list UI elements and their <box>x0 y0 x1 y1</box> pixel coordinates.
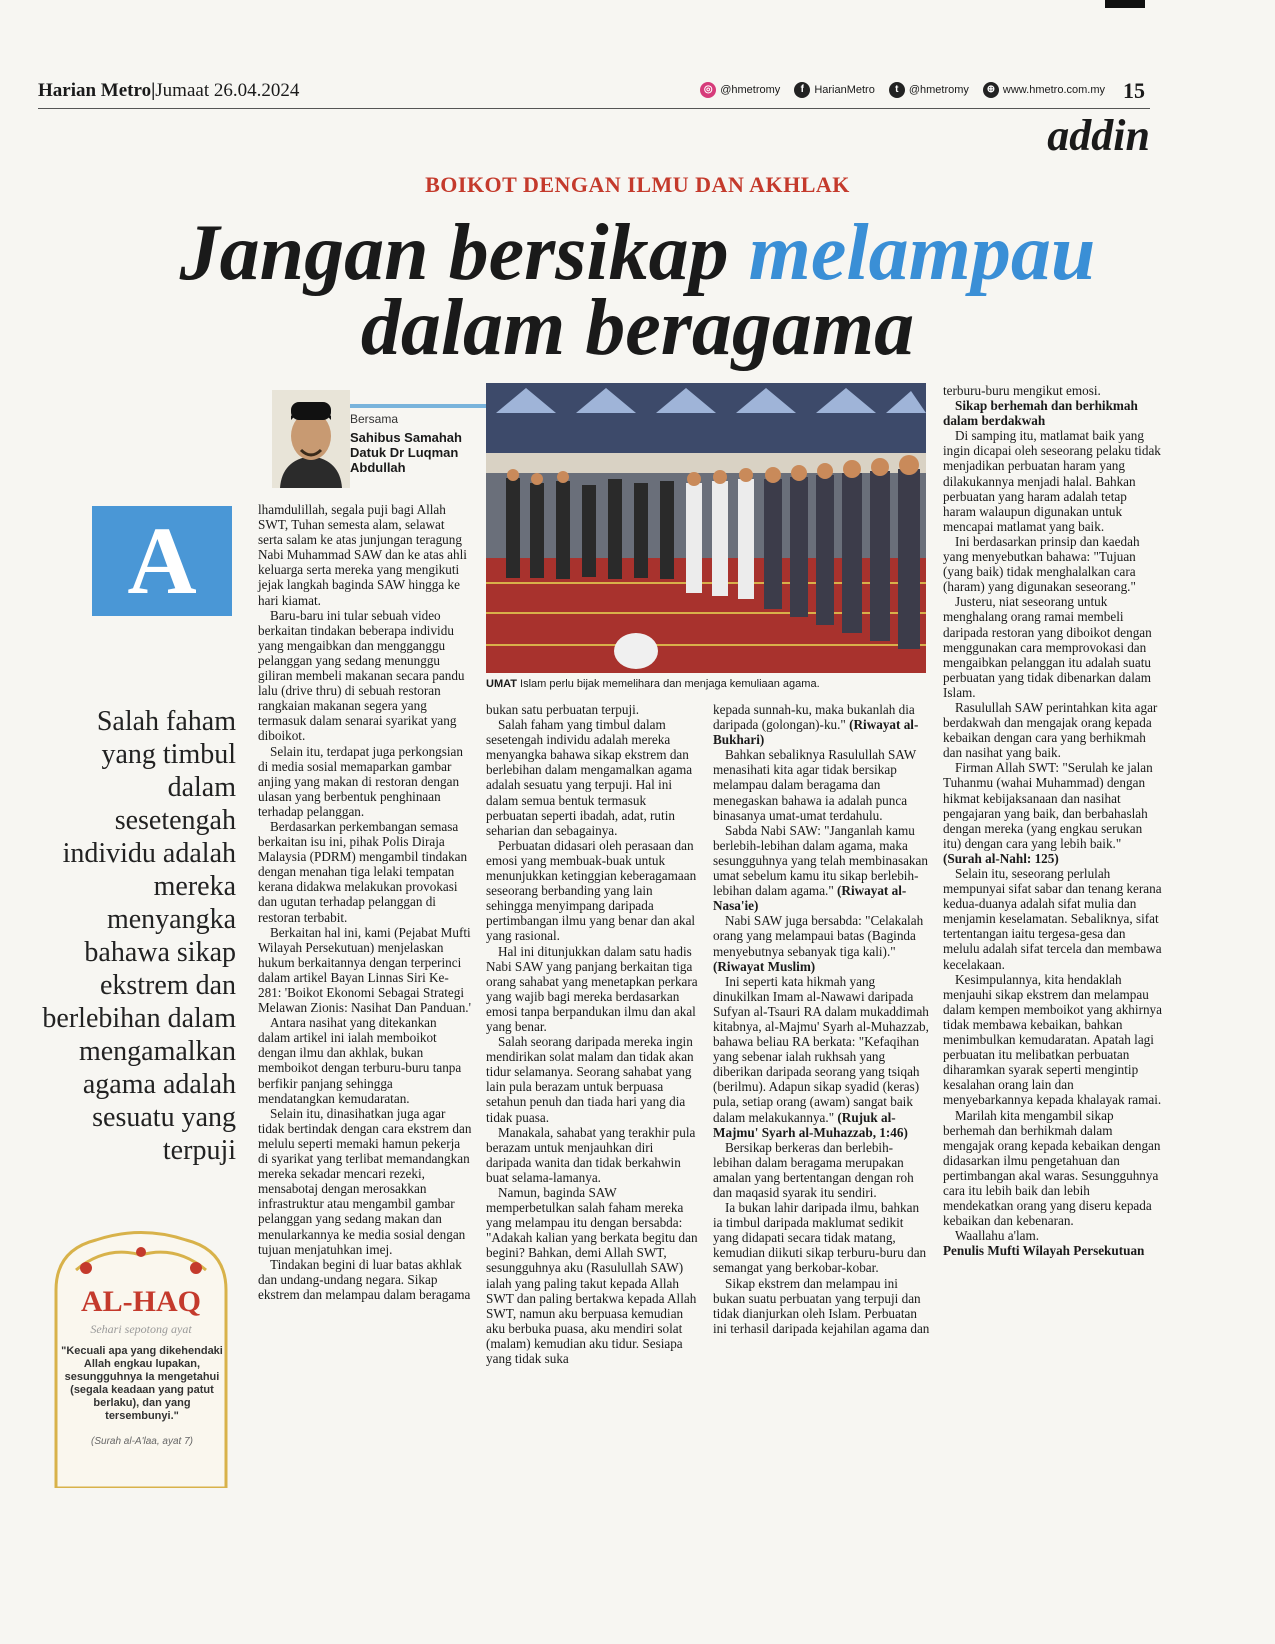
author-by: Bersama <box>350 412 399 426</box>
social-web[interactable] <box>983 82 1105 98</box>
facebook-icon: f <box>794 82 810 98</box>
author-name: Sahibus Samahah Datuk Dr Luqman Abdullah <box>350 430 462 475</box>
author-photo <box>272 390 350 488</box>
author-accent-line <box>350 404 490 408</box>
paragraph: Bahkan sebaliknya Rasulullah SAW menasihati kita agar tidak bersikap melampau dalam beragama dan menegaskan bahawa ia adalah punca binasanya umat-umat terdahulu. <box>713 747 916 823</box>
alhaq-subtitle: Sehari sepotong ayat <box>90 1322 192 1336</box>
social-handle: HarianMetro <box>814 84 875 96</box>
book-reference: (Rujuk al-Majmu' Syarh al-Muhazzab, 1:46) <box>713 1109 908 1140</box>
alhaq-title <box>46 1285 236 1319</box>
twitter-icon: t <box>889 82 905 98</box>
mosque-photo <box>486 383 926 673</box>
paragraph: Marilah kita mengambil sikap berhemah dan berhikmah dalam mengajak orang kepada kebaikan dengan didasarkan ilmu pengetahuan dan pertimbangan akal waras. Sesungguhnya cara itu lebih baik dan lebih mendekatkan orang yang diseru kepada kebaikan dan kebenaran. <box>943 1107 1161 1229</box>
social-links <box>700 82 1105 98</box>
article-column-4 <box>943 383 1163 1258</box>
social-instagram[interactable] <box>700 82 780 98</box>
social-handle: @hmetromy <box>720 84 781 96</box>
paragraph: Selain itu, dinasihatkan juga agar tidak bertindak dengan cara ekstrem dan melulu seperti memaki hamun pekerja di syarikat yang terlibat memandangkan mereka sekadar mencari rezeki, mensabotaj dengan merosakkan infrastruktur atau mengambil gambar pelanggan yang sedang makan dan menularkannya ke media sosial dengan tujuan menjatuhkan imej. <box>258 1105 472 1257</box>
subheading: Sikap berhemah dan berhikmah dalam berdakwah <box>943 398 1138 429</box>
headline-part: Jangan bersikap <box>179 209 749 297</box>
instagram-icon: ◎ <box>700 82 716 98</box>
article-column-1 <box>258 502 472 1302</box>
article-column-3 <box>713 702 931 1336</box>
paragraph-text: kepada sunnah-ku, maka bukanlah dia daripada (golongan)-ku." <box>713 702 915 733</box>
alhaq-title-prefix: AL- <box>80 1285 133 1318</box>
alhaq-source: (Surah al-A'laa, ayat 7) <box>91 1436 193 1447</box>
pull-quote: Salah faham yang timbul dalam sesetengah individu adalah mereka menyangka bahawa sikap ekstrem dan berlebihan dalam mengamalkan agama adalah sesuatu yang terpuji <box>42 706 236 1166</box>
paper-name: Harian Metro <box>38 80 152 101</box>
page-number: 15 <box>1123 78 1145 103</box>
hadith-reference: (Riwayat al-Bukhari) <box>713 717 919 748</box>
social-twitter[interactable] <box>889 82 969 98</box>
masthead <box>38 80 299 102</box>
hadith-reference: (Riwayat Muslim) <box>713 958 816 974</box>
photo-caption <box>486 678 926 690</box>
paragraph: Salah faham yang timbul dalam sesetengah individu adalah mereka menyangka bahawa sikap ekstrem dan berlebihan dalam mengamalkan agama adalah sesuatu yang terpuji. Hal ini dalam semua bentuk termasuk perbuatan seperti ibadah, adat, rutin seharian dan sebagainya. <box>486 717 693 838</box>
author-box <box>350 412 490 475</box>
paragraph: Waallahu a'lam. <box>955 1228 1040 1244</box>
paragraph: Di samping itu, matlamat baik yang ingin dicapai oleh seseorang pelaku tidak menjadikan perbuatan haram yang dilakukannya menjadi halal. Bahkan perbuatan yang haram adalah tetap haram walaupun digunakan untuk mencapai matlamat yang baik. <box>943 428 1161 534</box>
paragraph <box>713 974 931 1140</box>
caption-lead: UMAT <box>486 678 517 690</box>
paragraph: Ini berdasarkan prinsip dan kaedah yang menyebutkan bahawa: "Tujuan (yang baik) tidak menghalalkan cara (haram) yang digunakan seseorang." <box>943 533 1140 595</box>
social-handle: www.hmetro.com.my <box>1002 84 1105 96</box>
masthead-separator: | <box>151 80 156 101</box>
caption-text: Islam perlu bijak memelihara dan menjaga kemuliaan agama. <box>516 678 820 690</box>
social-facebook[interactable] <box>794 82 875 98</box>
drop-cap: A <box>92 506 232 616</box>
quran-reference: (Surah al-Nahl: 125) <box>943 850 1059 866</box>
corner-mark <box>1105 0 1145 8</box>
headline-line-2: dalam beragama <box>360 284 915 372</box>
issue-date: Jumaat 26.04.2024 <box>155 80 300 101</box>
paragraph: Perbuatan didasari oleh perasaan dan emosi yang membuak-buak untuk menunjukkan ketinggian keberagamaan seseorang berbanding yang lain sehingga menyimpang daripada pertimbangan ilmu yang benar dan akal yang rasional. <box>486 837 697 944</box>
web-icon: ⊕ <box>983 82 999 98</box>
paragraph: Selain itu, seseorang perlulah mempunyai sifat sabar dan tenang kerana kedua-duanya adalah sifat mulia dan menjamin keselamatan. Sebaliknya, sifat tertentangan iaitu tergesa-gesa dan melulu adalah sifat tercela dan membawa kecelakaan. <box>943 866 1162 972</box>
paragraph: lhamdulillah, segala puji bagi Allah SWT, Tuhan semesta alam, selawat serta salam ke atas junjungan teragung Nabi Muhammad SAW dan ke atas ahli keluarga serta mereka yang mengikuti jejak langkah baginda SAW hingga ke hari kiamat. <box>258 502 467 608</box>
author-signature: Penulis Mufti Wilayah Persekutuan <box>943 1243 1145 1259</box>
paragraph: terburu-buru mengikut emosi. <box>943 383 1101 398</box>
paragraph: Selain itu, terdapat juga perkongsian di media sosial memaparkan gambar anjing yang makan di restoran dengan ulasan yang berbentuk penghinaan terhadap pelanggan. <box>258 743 463 819</box>
paragraph: Bersikap berkeras dan berlebih-lebihan dalam beragama merupakan amalan yang bertentangan dengan roh dan maqasid syarak itu sendiri. <box>713 1139 914 1200</box>
paragraph: Salah seorang daripada mereka ingin mendirikan solat malam dan tidak akan tidur selamanya. Seorang sahabat yang lain pula berazam untuk berpuasa setahun penuh dan tiada hari yang dia tidak puasa. <box>486 1034 694 1125</box>
alhaq-quote: "Kecuali apa yang dikehendaki Allah engkau lupakan, sesungguhnya Ia mengetahui (segala keadaan yang patut berlaku), dan yang tersembunyi." <box>61 1345 223 1422</box>
paragraph-text: Nabi SAW juga bersabda: "Celakalah orang yang melampaui batas (Baginda menyebutnya sebanyak tiga kali)." <box>713 913 924 959</box>
paragraph: Berkaitan hal ini, kami (Pejabat Mufti Wilayah Persekutuan) menjelaskan hukum berkaitannya dengan terperinci dalam artikel Bayan Linnas Siri Ke-281: 'Boikot Ekonomi Sebagai Strategi Melawan Zionis: Nasihat Dan Panduan.' <box>258 924 471 1016</box>
paragraph: Kesimpulannya, kita hendaklah menjauhi sikap ekstrem dan melampau dalam kempen memboikot yang akhirnya tidak membawa kebaikan, bahkan menimbulkan kemudaratan. Apatah lagi perbuatan itu melibatkan perbuatan diharamkan syarak seperti mengintip kesalahan orang lain dan menyebarkannya kepada khalayak ramai. <box>943 971 1162 1108</box>
paragraph-text: Firman Allah SWT: "Serulah ke jalan Tuhanmu (wahai Muhammad) dengan hikmat kebijaksanaan dan nasihat pengajaran yang baik, dan berbahaslah dengan mereka (yang engkau serukan itu) dengan cara yang lebih baik." <box>943 760 1153 851</box>
paragraph: Namun, baginda SAW memperbetulkan salah faham mereka yang melampau itu dengan bersabda: "Adakah kalian yang berkata begitu dan begini? Bahkan, demi Allah SWT, sesungguhnya aku (Rasulullah SAW) ialah yang paling takut kepada Allah SWT dan paling bertakwa kepada Allah SWT, namun aku berpuasa kemudian aku berbuka puasa, aku mendiri solat (malam) kemudian aku tidur. Sesiapa yang tidak suka <box>486 1185 698 1367</box>
paragraph <box>713 702 931 747</box>
paragraph <box>713 823 931 914</box>
paragraph: Manakala, sahabat yang terakhir pula berazam untuk menjauhkan diri daripada wanita dan tidak berkahwin buat selama-lamanya. <box>486 1124 696 1185</box>
paragraph: Justeru, niat seseorang untuk menghalang orang ramai membeli daripada restoran yang diboikot dengan menggunakan cara memprovokasi dan mengaibkan pelanggan itu adalah suatu perbuatan yang tidak dibenarkan dalam Islam. <box>943 594 1152 700</box>
hadith-reference: (Riwayat al-Nasa'ie) <box>713 883 907 914</box>
section-name: addin <box>1047 111 1150 160</box>
paragraph: Berdasarkan perkembangan semasa berkaitan isu ini, pihak Polis Diraja Malaysia (PDRM) mengambil tindakan dengan menahan tiga lelaki tempatan kerana didakwa melakukan provokasi dan ugutan terhadap pelanggan di restoran terbabit. <box>258 818 468 925</box>
paragraph: Ia bukan lahir daripada ilmu, bahkan ia timbul daripada maklumat sedikit yang didapati secara tidak matang, kemudian diikuti sikap terburu-buru dan semangat yang berkobar-kobar. <box>713 1200 927 1276</box>
paragraph: Antara nasihat yang ditekankan dalam artikel ini ialah memboikot dengan ilmu dan akhlak, bukan memboikot dengan terburu-buru tanpa berfikir panjang sehingga mendatangkan kemudaratan. <box>258 1015 462 1106</box>
paragraph <box>713 913 931 973</box>
paragraph: Rasulullah SAW perintahkan kita agar berdakwah dan mengajak orang kepada kebaikan dengan cara yang berhikmah dan nasihat yang baik. <box>943 699 1158 761</box>
paragraph: Baru-baru ini tular sebuah video berkaitan tindakan beberapa individu yang mengaibkan dan mengganggu pelanggan yang sedang menunggu giliran membeli makanan secara pandu lalu (drive thru) di sebuah restoran rangkaian makanan segera yang termasuk dalam senarai syarikat yang diboikot. <box>258 607 465 744</box>
paragraph-text: Sabda Nabi SAW: "Janganlah kamu berlebih-lebihan dalam agama, maka sesungguhnya yang telah membinasakan umat sebelum kamu itu sikap berlebih-lebihan dalam agama." <box>713 822 928 899</box>
paragraph: Hal ini ditunjukkan dalam satu hadis Nabi SAW yang panjang berkaitan tiga orang sahabat yang menetapkan perkara yang wajib bagi mereka berdasarkan emosi tanpa berpandukan ilmu dan akal yang benar. <box>486 943 698 1034</box>
paragraph: Sikap ekstrem dan melampau ini bukan suatu perbuatan yang terpuji dan tidak dianjurkan oleh Islam. Perbuatan ini terhasil daripada kejahilan agama dan <box>713 1275 930 1336</box>
headline-accent: melampau <box>748 209 1096 297</box>
article-column-2 <box>486 702 700 1366</box>
kicker: BOIKOT DENGAN ILMU DAN AKHLAK <box>425 172 850 197</box>
paragraph-text: Ini seperti kata hikmah yang dinukilkan Imam al-Nawawi daripada Sufyan al-Tsauri RA dalam mukaddimah kitabnya, al-Majmu' Syarh al-Muhazzab, bahawa beliau RA berkata: "Kefaqihan yang sebenar ialah rukhsah yang diberikan daripada seorang yang tsiqah (berilmu). Adapun sikap syadid (keras) pula, setiap orang (awam) sangat baik dalam melakukannya." <box>713 973 929 1125</box>
social-handle: @hmetromy <box>908 84 969 96</box>
paragraph: bukan satu perbuatan terpuji. <box>486 702 640 717</box>
alhaq-title-main: HAQ <box>132 1285 201 1318</box>
paragraph <box>943 760 1163 866</box>
masthead-rule <box>38 108 1150 109</box>
headline-line-1 <box>0 209 1275 297</box>
paragraph: Tindakan begini di luar batas akhlak dan undang-undang negara. Sikap ekstrem dan melampau dalam beragama <box>258 1256 471 1302</box>
